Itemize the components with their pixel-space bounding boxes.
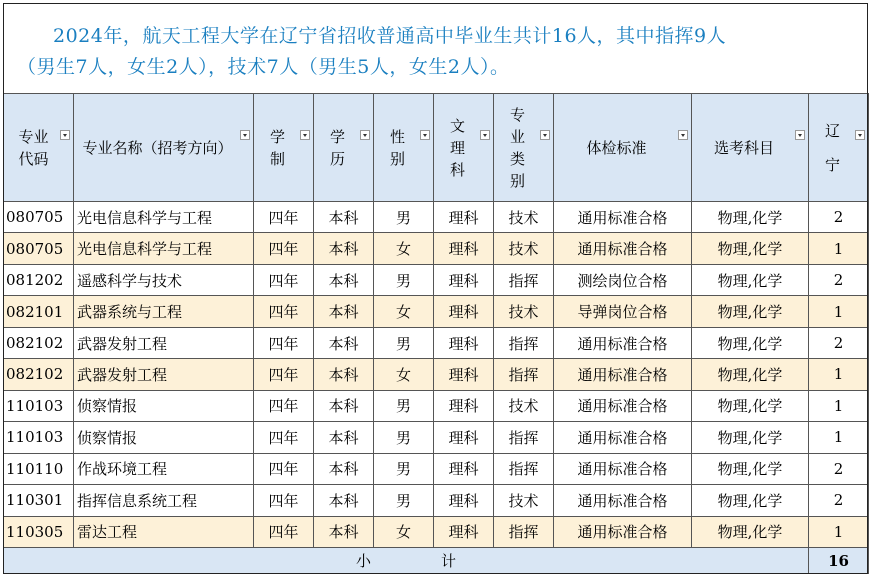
cell-gender: 男 [374, 485, 434, 516]
cell-stream: 理科 [434, 202, 494, 233]
cell-name: 武器发射工程 [74, 359, 254, 390]
cell-duration: 四年 [254, 390, 314, 421]
cell-name: 武器系统与工程 [74, 296, 254, 327]
cell-count: 1 [809, 516, 869, 547]
cell-code: 110110 [4, 453, 74, 484]
cell-physical: 通用标准合格 [554, 516, 692, 547]
cell-degree: 本科 [314, 233, 374, 264]
cell-subjects: 物理,化学 [692, 264, 809, 295]
cell-stream: 理科 [434, 296, 494, 327]
cell-subjects: 物理,化学 [692, 516, 809, 547]
cell-stream: 理科 [434, 485, 494, 516]
header-province-label: 辽宁 [824, 121, 840, 174]
cell-physical: 通用标准合格 [554, 422, 692, 453]
cell-code: 080705 [4, 202, 74, 233]
cell-degree: 本科 [314, 327, 374, 358]
cell-gender: 男 [374, 453, 434, 484]
cell-physical: 通用标准合格 [554, 390, 692, 421]
cell-degree: 本科 [314, 264, 374, 295]
cell-count: 2 [809, 202, 869, 233]
cell-category: 指挥 [494, 453, 554, 484]
cell-category: 指挥 [494, 327, 554, 358]
cell-count: 1 [809, 296, 869, 327]
subtotal-label: 小计 [4, 548, 809, 574]
cell-physical: 通用标准合格 [554, 202, 692, 233]
cell-category: 指挥 [494, 516, 554, 547]
cell-degree: 本科 [314, 516, 374, 547]
header-category-label: 专业类别 [509, 105, 525, 190]
cell-subjects: 物理,化学 [692, 390, 809, 421]
cell-category: 指挥 [494, 422, 554, 453]
cell-stream: 理科 [434, 422, 494, 453]
cell-count: 1 [809, 359, 869, 390]
cell-category: 技术 [494, 296, 554, 327]
cell-gender: 男 [374, 390, 434, 421]
cell-code: 081202 [4, 264, 74, 295]
cell-degree: 本科 [314, 296, 374, 327]
cell-category: 技术 [494, 202, 554, 233]
cell-physical: 通用标准合格 [554, 233, 692, 264]
cell-subjects: 物理,化学 [692, 485, 809, 516]
cell-code: 110103 [4, 422, 74, 453]
cell-duration: 四年 [254, 485, 314, 516]
cell-stream: 理科 [434, 233, 494, 264]
cell-name: 侦察情报 [74, 390, 254, 421]
cell-degree: 本科 [314, 359, 374, 390]
cell-gender: 男 [374, 422, 434, 453]
cell-code: 110103 [4, 390, 74, 421]
cell-code: 080705 [4, 233, 74, 264]
subtotal-value: 16 [809, 548, 869, 574]
cell-subjects: 物理,化学 [692, 453, 809, 484]
cell-name: 雷达工程 [74, 516, 254, 547]
cell-count: 1 [809, 422, 869, 453]
cell-name: 作战环境工程 [74, 453, 254, 484]
cell-physical: 通用标准合格 [554, 453, 692, 484]
cell-name: 光电信息科学与工程 [74, 233, 254, 264]
cell-physical: 通用标准合格 [554, 359, 692, 390]
cell-code: 082102 [4, 359, 74, 390]
cell-stream: 理科 [434, 390, 494, 421]
table-frame [3, 3, 868, 574]
cell-degree: 本科 [314, 453, 374, 484]
cell-stream: 理科 [434, 453, 494, 484]
cell-count: 1 [809, 233, 869, 264]
header-stream-label: 文理科 [449, 116, 465, 179]
cell-subjects: 物理,化学 [692, 422, 809, 453]
cell-count: 2 [809, 485, 869, 516]
cell-gender: 女 [374, 296, 434, 327]
cell-subjects: 物理,化学 [692, 202, 809, 233]
cell-category: 指挥 [494, 359, 554, 390]
cell-subjects: 物理,化学 [692, 327, 809, 358]
cell-stream: 理科 [434, 516, 494, 547]
cell-name: 遥感科学与技术 [74, 264, 254, 295]
cell-duration: 四年 [254, 359, 314, 390]
cell-degree: 本科 [314, 422, 374, 453]
cell-subjects: 物理,化学 [692, 359, 809, 390]
cell-code: 110305 [4, 516, 74, 547]
cell-degree: 本科 [314, 390, 374, 421]
title-line-1: 2024年，航天工程大学在辽宁省招收普通高中毕业生共计16人，其中指挥9人 [53, 25, 727, 47]
cell-duration: 四年 [254, 264, 314, 295]
cell-code: 082102 [4, 327, 74, 358]
header-gender-label: 性别 [389, 127, 405, 168]
cell-physical: 导弹岗位合格 [554, 296, 692, 327]
title-line-2: （男生7人，女生2人），技术7人（男生5人，女生2人）。 [17, 56, 510, 78]
cell-physical: 测绘岗位合格 [554, 264, 692, 295]
cell-duration: 四年 [254, 233, 314, 264]
cell-name: 武器发射工程 [74, 327, 254, 358]
cell-duration: 四年 [254, 296, 314, 327]
cell-gender: 男 [374, 264, 434, 295]
cell-physical: 通用标准合格 [554, 485, 692, 516]
cell-physical: 通用标准合格 [554, 327, 692, 358]
cell-stream: 理科 [434, 327, 494, 358]
cell-code: 110301 [4, 485, 74, 516]
cell-gender: 男 [374, 202, 434, 233]
cell-code: 082101 [4, 296, 74, 327]
cell-count: 2 [809, 327, 869, 358]
cell-duration: 四年 [254, 422, 314, 453]
cell-name: 指挥信息系统工程 [74, 485, 254, 516]
cell-gender: 男 [374, 327, 434, 358]
cell-count: 2 [809, 453, 869, 484]
header-code-label: 专业代码 [18, 127, 49, 168]
cell-name: 侦察情报 [74, 422, 254, 453]
cell-duration: 四年 [254, 516, 314, 547]
header-degree-label: 学历 [329, 127, 345, 168]
cell-gender: 女 [374, 516, 434, 547]
cell-category: 指挥 [494, 264, 554, 295]
cell-count: 1 [809, 390, 869, 421]
cell-category: 技术 [494, 390, 554, 421]
cell-degree: 本科 [314, 202, 374, 233]
cell-stream: 理科 [434, 264, 494, 295]
header-subjects-label: 选考科目 [713, 138, 774, 157]
cell-subjects: 物理,化学 [692, 233, 809, 264]
cell-duration: 四年 [254, 453, 314, 484]
cell-name: 光电信息科学与工程 [74, 202, 254, 233]
cell-duration: 四年 [254, 202, 314, 233]
cell-duration: 四年 [254, 327, 314, 358]
cell-subjects: 物理,化学 [692, 296, 809, 327]
header-physical-label: 体检标准 [586, 138, 647, 157]
cell-category: 技术 [494, 233, 554, 264]
cell-category: 技术 [494, 485, 554, 516]
cell-count: 2 [809, 264, 869, 295]
cell-stream: 理科 [434, 359, 494, 390]
cell-gender: 女 [374, 359, 434, 390]
header-duration-label: 学制 [269, 127, 285, 168]
header-name-label: 专业名称（招考方向） [82, 138, 233, 157]
cell-gender: 女 [374, 233, 434, 264]
cell-degree: 本科 [314, 485, 374, 516]
